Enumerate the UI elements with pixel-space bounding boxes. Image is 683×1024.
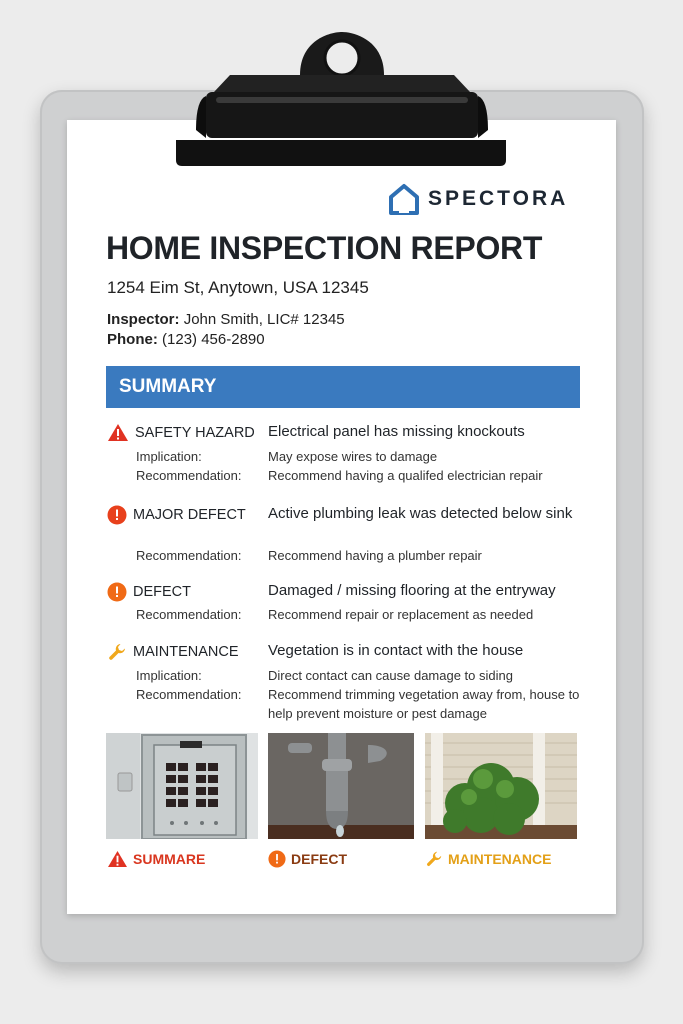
recommendation-label: Recommendation: [136, 468, 242, 483]
warning-triangle-icon [107, 423, 129, 442]
implication-text: Direct contact can cause damage to siding [268, 668, 513, 683]
phone-label: Phone: [107, 331, 158, 348]
recommendation-label: Recommendation: [136, 607, 242, 622]
category-label: DEFECT [133, 584, 191, 600]
page-title: HOME INSPECTION REPORT [106, 230, 543, 266]
property-address: 1254 Eim St, Anytown, USA 12345 [107, 278, 369, 297]
summary-item-safety-hazard[interactable] [107, 423, 255, 442]
caption-text: MAINTENANCE [448, 851, 552, 867]
finding-text: Electrical panel has missing knockouts [268, 423, 525, 440]
inspector-line [107, 311, 345, 328]
implication-text: May expose wires to damage [268, 449, 438, 464]
exclamation-circle-icon [107, 582, 127, 602]
wrench-icon [107, 642, 127, 662]
finding-text: Vegetation is in contact with the house [268, 642, 524, 659]
phone-line [107, 331, 265, 348]
vegetation-photo[interactable] [425, 733, 577, 839]
recommendation-label: Recommendation: [136, 687, 242, 702]
recommendation-text: Recommend trimming vegetation away from, house to help prevent moisture or pest damage [268, 687, 580, 721]
finding-text: Damaged / missing flooring at the entryway [268, 582, 556, 599]
category-label: MAINTENANCE [133, 644, 239, 660]
recommendation-label: Recommendation: [136, 548, 242, 563]
phone-value: (123) 456-2890 [162, 331, 265, 348]
electrical-panel-photo[interactable] [106, 733, 258, 839]
summary-item-maintenance[interactable] [107, 642, 239, 662]
brand-name: SPECTORA [428, 187, 569, 210]
plumbing-leak-photo[interactable] [268, 733, 420, 839]
summary-item-major-defect[interactable] [107, 505, 246, 525]
exclamation-circle-icon [268, 850, 286, 868]
category-label: MAJOR DEFECT [133, 507, 246, 523]
caption-text: SUMMARE [133, 851, 206, 867]
summary-heading: SUMMARY [106, 366, 580, 408]
exclamation-circle-icon [107, 505, 127, 525]
implication-label: Implication: [136, 668, 202, 683]
recommendation-text: Recommend repair or replacement as needed [268, 607, 534, 622]
warning-triangle-icon [107, 850, 128, 868]
summary-item-defect[interactable] [107, 582, 191, 602]
recommendation-text: Recommend having a plumber repair [268, 548, 482, 563]
inspector-label: Inspector: [107, 311, 180, 328]
implication-label: Implication: [136, 449, 202, 464]
inspector-value: John Smith, LIC# 12345 [183, 311, 345, 328]
finding-text: Active plumbing leak was detected below sink [268, 505, 573, 522]
caption-text: DEFECT [291, 851, 347, 867]
photo-caption-defect [268, 850, 347, 868]
house-logo-icon [388, 182, 420, 216]
wrench-icon [425, 850, 443, 868]
photo-caption-summare [107, 850, 205, 868]
recommendation-text: Recommend having a qualifed electrician repair [268, 468, 543, 483]
photo-caption-maintenance [425, 850, 551, 868]
brand-logo [388, 182, 568, 216]
category-label: SAFETY HAZARD [135, 424, 255, 441]
